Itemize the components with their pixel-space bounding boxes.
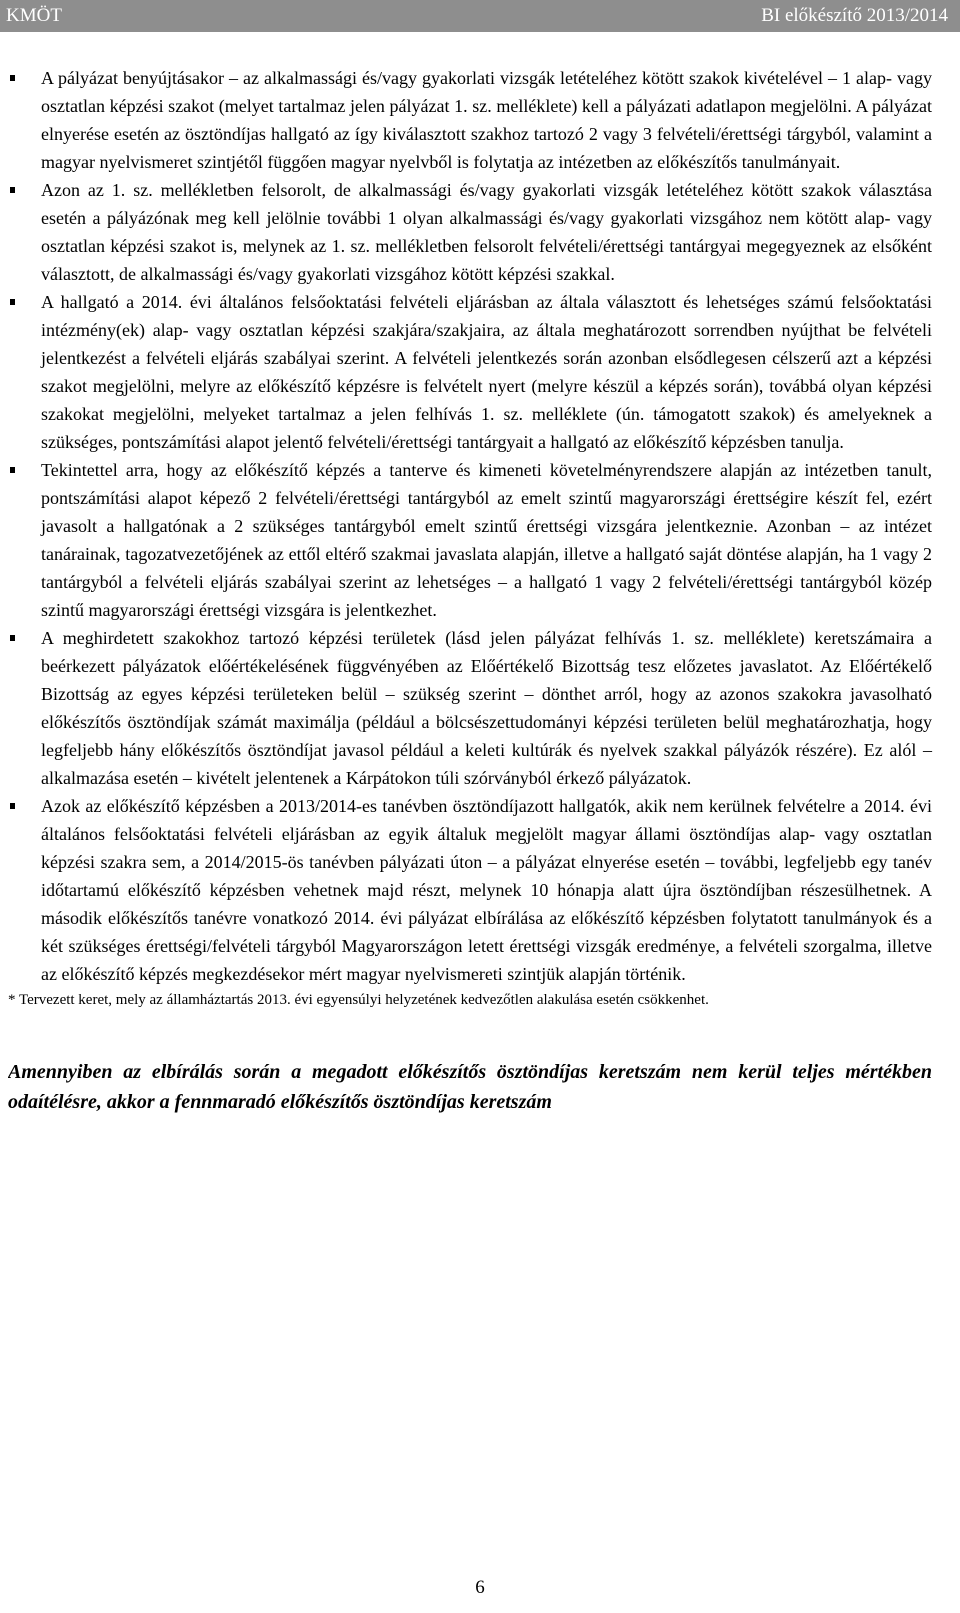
- list-item: [8, 456, 932, 624]
- bullet-square-icon: [10, 75, 15, 81]
- document-body: [8, 64, 932, 1117]
- bullet-square-icon: [10, 635, 15, 641]
- closing-paragraph: Amennyiben az elbírálás során a megadott előkészítős ösztöndíjas keretszám nem kerül teljes mértékben odaítélésre, akkor a fennmaradó előkészítős ösztöndíjas keretszám: [8, 1061, 932, 1113]
- list-item: [8, 624, 932, 792]
- list-item-text: Tekintettel arra, hogy az előkészítő képzés a tanterve és kimeneti követelményrendszere alapján az intézetben tanult, pontszámítási alapot képező 2 felvételi/érettségi tantárgyból az emelt szintű magyarországi érettségire készít fel, ezért javasolt a hallgatónak a 2 szükséges tantárgyból emelt szintű érettségi vizsgára jelentkeznie. Azonban – az intézet tanárainak, tagozatvezetőjének az ettől eltérő szakmai javaslata alapján, illetve a hallgató saját döntése alapján, ha 1 vagy 2 tantárgyból a felvételi eljárás szabályai szerint az lehetséges – a hallgató 1 vagy 2 felvételi/érettségi tantárgyból közép szintű magyarországi érettségi vizsgára is jelentkezhet.: [41, 460, 932, 620]
- header-organization: KMÖT: [6, 5, 62, 26]
- list-item: [8, 288, 932, 456]
- list-item-text: A pályázat benyújtásakor – az alkalmassági és/vagy gyakorlati vizsgák letételéhez kötött szakok kivételével – 1 alap- vagy osztatlan képzési szakot (melyet tartalmaz jelen pályázat 1. sz. melléklete) kell a pályázati adatlapon megjelölni. A pályázat elnyerése esetén az ösztöndíjas hallgató az így kiválasztott szakhoz tartozó 2 vagy 3 felvételi/érettségi tárgyból, valamint a magyar nyelvismeret szintjétől függően magyar nyelvből is folytatja az intézetben az előkészítős tanulmányait.: [41, 68, 932, 172]
- bullet-square-icon: [10, 187, 15, 193]
- header-program-title: BI előkészítő 2013/2014: [761, 5, 948, 26]
- list-item-text: A hallgató a 2014. évi általános felsőoktatási felvételi eljárásban az általa választott és lehetséges számú felsőoktatási intézmény(ek) alap- vagy osztatlan képzési szakjára/szakjaira, az általa meghatározott sorrendben nyújthat be felvételi jelentkezést a felvételi eljárás szabályai szerint. A felvételi jelentkezés során azonban elsődlegesen célszerű azt a képzési szakot megjelölni, melyre az előkészítő képzésre is felvételt nyert (melyre készül a képzés során), továbbá olyan képzési szakokat megjelölni, melyeket tartalmaz a jelen felhívás 1. sz. melléklete (ún. támogatott szakok) és amelyeknek a szükséges, pontszámítási alapot jelentő felvételi/érettségi tantárgyait a hallgató az előkészítő képzésben tanulja.: [41, 292, 932, 452]
- footnote: * Tervezett keret, mely az államháztartás 2013. évi egyensúlyi helyzetének kedvezőtlen alakulása esetén csökkenhet.: [8, 992, 709, 1008]
- page-header: [0, 0, 960, 32]
- list-item-text: A meghirdetett szakokhoz tartozó képzési területek (lásd jelen pályázat felhívás 1. sz. melléklete) keretszámaira a beérkezett pályázatok előértékelésének függvényében az Előértékelő Bizottság tesz előzetes javaslatot. Az Előértékelő Bizottság az egyes képzési területeken belül – szükség szerint – dönthet arról, hogy az azonos szakokra javasolható előkészítős ösztöndíjak számát maximálja (például a bölcsészettudományi képzési területen belül meghatározhatja, hogy legfeljebb hány előkészítős ösztöndíjat javasol például a keleti kultúrák és nyelvek szakkal pályázók részére). Ez alól – alkalmazása esetén – kivételt jelentenek a Kárpátokon túli szórványból érkező pályázatok.: [41, 628, 932, 788]
- list-item: [8, 176, 932, 288]
- list-item-text: Azok az előkészítő képzésben a 2013/2014-es tanévben ösztöndíjazott hallgatók, akik nem kerülnek felvételre a 2014. évi általános felsőoktatási felvételi eljárásban az egyik általuk megjelölt magyar állami ösztöndíjas alap- vagy osztatlan képzési szakra sem, a 2014/2015-ös tanévben pályázati úton – a pályázat elnyerése esetén – további, legfeljebb egy tanév időtartamú előkészítő képzésben vehetnek majd részt, melynek 10 hónapja alatt újra ösztöndíjban részesülhetnek. A második előkészítős tanévre vonatkozó 2014. évi pályázat elbírálása az előkészítő képzésben folytatott tanulmányok és a két szükséges érettségi/felvételi tárgyból Magyarországon letett érettségi vizsgák eredménye, a felvételi szorgalma, illetve az előkészítő képzés megkezdésekor mért magyar nyelvismereti szintjük alapján történik.: [41, 796, 932, 984]
- list-item: [8, 64, 932, 176]
- list-item: [8, 792, 932, 988]
- bullet-square-icon: [10, 803, 15, 809]
- bullet-square-icon: [10, 299, 15, 305]
- list-item-text: Azon az 1. sz. mellékletben felsorolt, de alkalmassági és/vagy gyakorlati vizsgák letételéhez kötött szakok választása esetén a pályázónak meg kell jelölnie további 1 olyan alkalmassági és/vagy gyakorlati vizsgához nem kötött alap- vagy osztatlan képzési szakot is, melynek az 1. sz. mellékletben felsorolt felvételi/érettségi tantárgyai megegyeznek az elsőként választott, de alkalmassági és/vagy gyakorlati vizsgához kötött képzési szakkal.: [41, 180, 932, 284]
- bullet-square-icon: [10, 467, 15, 473]
- page-number: 6: [475, 1577, 485, 1598]
